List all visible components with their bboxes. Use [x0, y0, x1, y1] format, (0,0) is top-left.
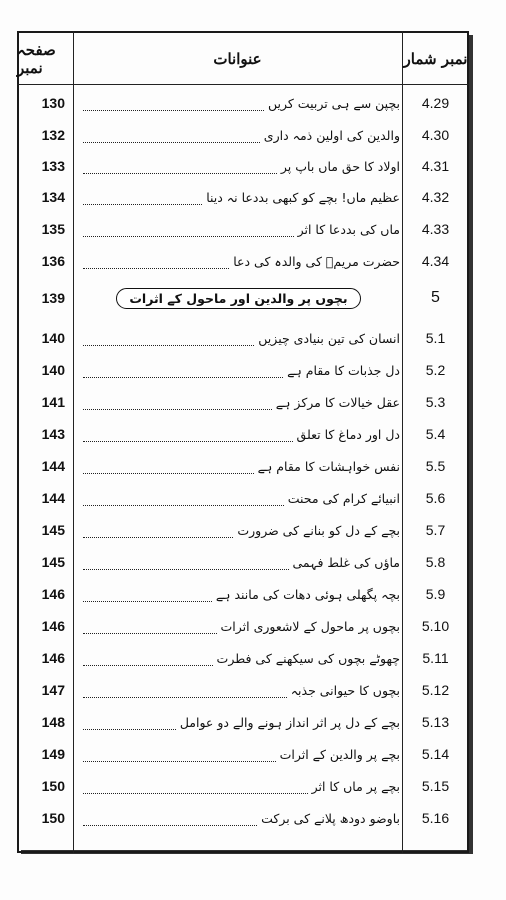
page-number: 150 — [41, 778, 65, 794]
dot-leader — [83, 190, 202, 205]
entry-title-text: باوضو دودھ پلانے کی برکت — [261, 810, 400, 826]
page-number: 144 — [41, 458, 65, 474]
table-row — [17, 483, 469, 513]
entry-title — [77, 389, 400, 415]
table-row — [17, 214, 469, 244]
dot-leader — [83, 811, 257, 826]
page-number: 139 — [41, 290, 65, 306]
table-row — [17, 707, 469, 737]
table-row — [17, 771, 469, 801]
table-row — [17, 515, 469, 545]
dot-leader — [83, 779, 308, 794]
dot-leader — [83, 683, 287, 698]
table-row — [17, 579, 469, 609]
entry-title — [77, 122, 400, 148]
serial-number: 5.16 — [421, 810, 450, 826]
dot-leader — [83, 331, 254, 346]
entry-title — [77, 613, 400, 639]
serial-number: 5.7 — [425, 522, 446, 538]
dot-leader — [83, 747, 276, 762]
entry-title-text: ماؤں کی غلط فہمی — [292, 554, 400, 570]
page-number: 146 — [41, 650, 65, 666]
dot-leader — [83, 96, 264, 111]
entry-title-text: بچپن سے ہی تربیت کریں — [267, 95, 400, 111]
entry-title-text: دل اور دماغ کا تعلق — [296, 426, 400, 442]
dot-leader — [83, 555, 289, 570]
page-number: 136 — [41, 253, 65, 269]
entry-title-text: بچے پر ماں کا اثر — [311, 778, 400, 794]
table-row — [17, 675, 469, 705]
entry-title-text: دل جذبات کا مقام ہے — [287, 362, 400, 378]
page-number: 145 — [41, 522, 65, 538]
page-number: 144 — [41, 490, 65, 506]
entry-title-text: بچوں کا حیوانی جذبہ — [290, 682, 400, 698]
dot-leader — [83, 619, 217, 634]
table-row — [17, 611, 469, 641]
entry-title — [77, 153, 400, 179]
serial-number: 5.4 — [425, 426, 446, 442]
serial-number: 4.29 — [421, 95, 450, 111]
entry-title-text: اولاد کا حق ماں باپ پر — [280, 158, 400, 174]
entry-title — [77, 805, 400, 831]
entry-title — [77, 549, 400, 575]
table-row — [17, 419, 469, 449]
serial-number: 5.3 — [425, 394, 446, 410]
table-row — [17, 355, 469, 385]
entry-title — [77, 517, 400, 543]
entry-title — [77, 216, 400, 242]
table-row — [17, 88, 469, 118]
dot-leader — [83, 159, 277, 174]
serial-number: 5.11 — [422, 650, 449, 666]
entry-title-text: والدین کی اولین ذمہ داری — [263, 127, 400, 143]
entry-title — [77, 357, 400, 383]
section-row — [17, 283, 469, 313]
page-number: 149 — [41, 746, 65, 762]
page-number: 133 — [41, 158, 65, 174]
dot-leader — [83, 254, 229, 269]
table-row — [17, 182, 469, 212]
page-number: 135 — [41, 221, 65, 237]
table-row — [17, 803, 469, 833]
header-divider — [17, 84, 469, 85]
page-number: 145 — [41, 554, 65, 570]
entry-title — [77, 709, 400, 735]
entry-title — [77, 421, 400, 447]
entry-title — [77, 325, 400, 351]
entry-title-text: حضرت مریمؑ کی والدہ کی دعا — [233, 253, 400, 269]
dot-leader — [83, 523, 233, 538]
page-number: 140 — [41, 330, 65, 346]
entry-title-text: عظیم ماں! بچے کو کبھی بددعا نہ دینا — [206, 189, 400, 205]
dot-leader — [83, 128, 260, 143]
entry-title-text: عقل خیالات کا مرکز ہے — [275, 394, 400, 410]
entry-title — [77, 184, 400, 210]
page-number: 141 — [41, 394, 65, 410]
dot-leader — [83, 363, 283, 378]
page-number: 143 — [41, 426, 65, 442]
table-row — [17, 323, 469, 353]
entry-title — [77, 248, 400, 274]
table-row — [17, 643, 469, 673]
header-titles: عنوانات — [213, 50, 262, 68]
page-number: 146 — [41, 618, 65, 634]
section-title: بچوں پر والدین اور ماحول کے اثرات — [116, 288, 360, 309]
serial-number: 4.33 — [421, 221, 450, 237]
entry-title-text: بچے پر والدین کے اثرات — [279, 746, 400, 762]
dot-leader — [83, 427, 293, 442]
entry-title — [77, 90, 400, 116]
page-number: 134 — [41, 189, 65, 205]
dot-leader — [83, 715, 176, 730]
entry-title-text: بچے کے دل کو بنانے کی ضرورت — [237, 522, 400, 538]
entry-title — [77, 773, 400, 799]
entry-title-text: بچوں پر ماحول کے لاشعوری اثرات — [220, 618, 400, 634]
serial-number: 5.12 — [421, 682, 450, 698]
serial-number: 4.34 — [421, 253, 450, 269]
entry-title-text: چھوٹے بچوں کی سیکھنے کی فطرت — [216, 650, 400, 666]
serial-number: 5.10 — [421, 618, 450, 634]
entry-title — [77, 485, 400, 511]
table-row — [17, 387, 469, 417]
entry-title-text: انسان کی تین بنیادی چیزیں — [258, 330, 400, 346]
table-row — [17, 151, 469, 181]
dot-leader — [83, 651, 213, 666]
dot-leader — [83, 395, 272, 410]
dot-leader — [83, 222, 294, 237]
entry-title-text: نفس خواہشات کا مقام ہے — [257, 458, 400, 474]
serial-number: 4.31 — [421, 158, 450, 174]
entry-title — [77, 645, 400, 671]
entry-title — [77, 677, 400, 703]
serial-number: 5.8 — [425, 554, 446, 570]
entry-title — [77, 285, 400, 311]
table-row — [17, 451, 469, 481]
page-number: 146 — [41, 586, 65, 602]
serial-number: 5.9 — [425, 586, 446, 602]
page-number: 130 — [41, 95, 65, 111]
serial-number: 5.5 — [425, 458, 446, 474]
serial-number: 5.2 — [425, 362, 446, 378]
dot-leader — [83, 491, 284, 506]
table-row — [17, 547, 469, 577]
serial-number: 5 — [431, 289, 440, 306]
entry-title-text: انبیائے کرام کی محنت — [287, 490, 400, 506]
serial-number: 5.14 — [421, 746, 450, 762]
entry-title-text: بچہ پگھلی ہوئی دھات کی مانند ہے — [215, 586, 400, 602]
page-number: 147 — [41, 682, 65, 698]
table-row — [17, 246, 469, 276]
dot-leader — [83, 459, 254, 474]
page-number: 140 — [41, 362, 65, 378]
header-page-number: صفحہ نمبر — [17, 41, 56, 77]
entry-title — [77, 581, 400, 607]
serial-number: 5.6 — [425, 490, 446, 506]
dot-leader — [83, 587, 212, 602]
serial-number: 4.32 — [421, 189, 450, 205]
entry-title-text: بچے کے دل پر اثر انداز ہونے والے دو عوامل — [179, 714, 400, 730]
page-number: 148 — [41, 714, 65, 730]
frame-shadow-right — [469, 35, 473, 854]
serial-number: 4.30 — [421, 127, 450, 143]
table-row — [17, 739, 469, 769]
serial-number: 5.1 — [425, 330, 446, 346]
entry-title — [77, 741, 400, 767]
header-serial-number: نمبر شمار — [403, 50, 468, 68]
serial-number: 5.13 — [421, 714, 450, 730]
page-number: 132 — [41, 127, 65, 143]
table-row — [17, 120, 469, 150]
page-number: 150 — [41, 810, 65, 826]
entry-title-text: ماں کی بددعا کا اثر — [297, 221, 400, 237]
serial-number: 5.15 — [421, 778, 450, 794]
entry-title — [77, 453, 400, 479]
